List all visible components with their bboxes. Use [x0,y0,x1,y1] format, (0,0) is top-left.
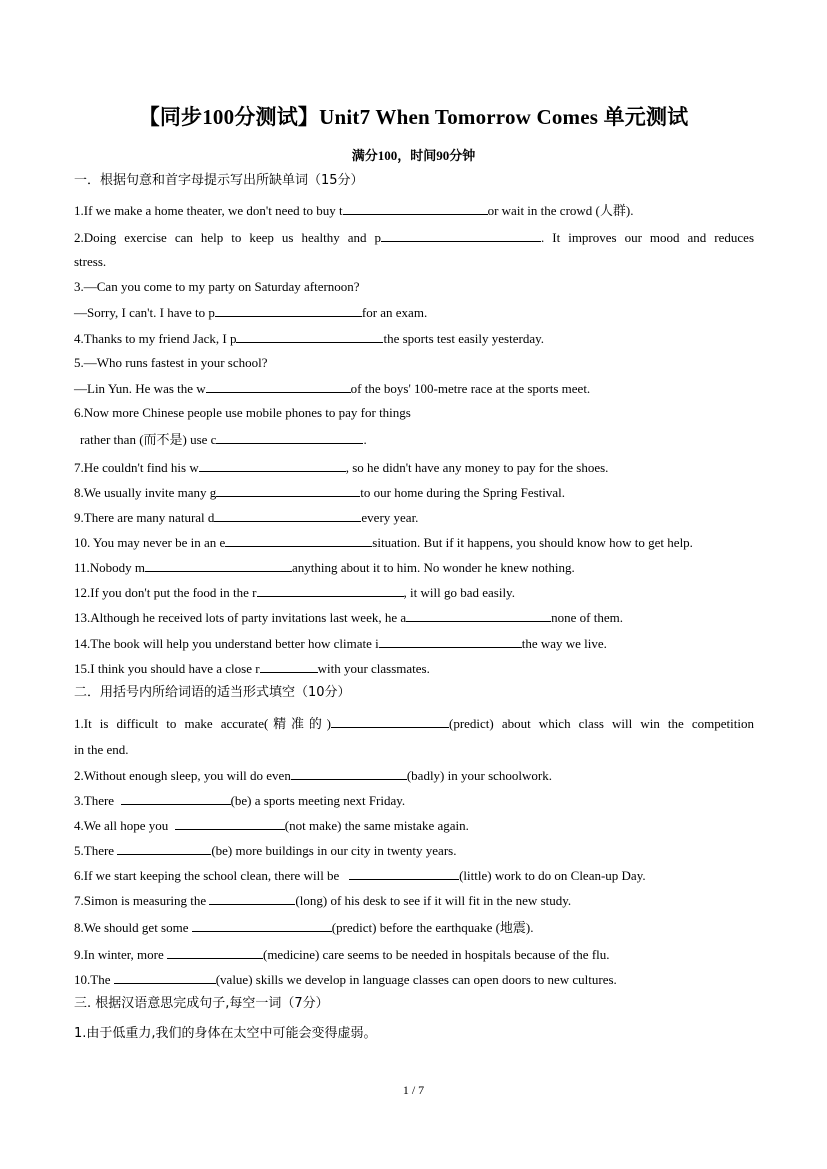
question-2-1-cont: in the end. [74,742,129,757]
question-2-6: 6.If we start keeping the school clean, there will be (little) work to do on Clean-up Day. [74,868,646,883]
question-1-13: 13.Although he received lots of party invitations last week, he a none of them. [74,610,623,625]
section-3-heading: 三. 根据汉语意思完成句子,每空一词（7分） [74,996,329,1011]
question-1-2-cont: stress. [74,254,107,269]
question-3-1: 1.由于低重力,我们的身体在太空中可能会变得虚弱。 [74,1026,377,1041]
answer-blank[interactable] [209,892,295,905]
answer-blank[interactable] [381,229,541,242]
question-1-8: 8.We usually invite many g to our home during the Spring Festival. [74,485,566,500]
answer-blank[interactable] [114,971,216,984]
answer-blank[interactable] [343,202,488,215]
question-2-1: 1.It is difficult to make accurate(精准的) (predict) about which class will win the competition [74,716,754,731]
question-1-3: 3.—Can you come to my party on Saturday afternoon? [74,279,360,294]
answer-blank[interactable] [216,431,363,444]
answer-blank[interactable] [145,559,292,572]
answer-blank[interactable] [175,817,285,830]
question-1-4: 4.Thanks to my friend Jack, I p the sports test easily yesterday. [74,331,545,346]
question-2-8: 8.We should get some (predict) before the earthquake (地震). [74,920,534,935]
question-1-1: 1.If we make a home theater, we don't need to buy t or wait in the crowd (人群). [74,203,634,218]
question-1-6: 6.Now more Chinese people use mobile phones to pay for things [74,405,411,420]
question-2-5: 5.There (be) more buildings in our city in twenty years. [74,843,457,858]
question-1-7: 7.He couldn't find his w , so he didn't have any money to pay for the shoes. [74,460,609,475]
answer-blank[interactable] [121,792,231,805]
answer-blank[interactable] [215,304,362,317]
question-2-3: 3.There (be) a sports meeting next Friday. [74,793,406,808]
answer-blank[interactable] [379,635,522,648]
page-title: 【同步100分测试】Unit7 When Tomorrow Comes 单元测试 [138,105,689,129]
question-1-11: 11.Nobody m anything about it to him. No wonder he knew nothing. [74,560,575,575]
question-1-5-reply: —Lin Yun. He was the w of the boys' 100-metre race at the sports meet. [74,381,591,396]
section-1-heading: 一．根据句意和首字母提示写出所缺单词（15分） [74,173,364,188]
answer-blank[interactable] [260,660,318,673]
question-1-15: 15.I think you should have a close r with your classmates. [74,661,430,676]
answer-blank[interactable] [199,459,346,472]
question-2-2: 2.Without enough sleep, you will do even (badly) in your schoolwork. [74,768,552,783]
question-1-2: 2.Doing exercise can help to keep us healthy and p . It improves our mood and reduces [74,230,755,245]
answer-blank[interactable] [192,919,332,932]
answer-blank[interactable] [225,534,372,547]
answer-blank[interactable] [406,609,551,622]
answer-blank[interactable] [257,584,404,597]
answer-blank[interactable] [236,330,383,343]
question-1-5: 5.—Who runs fastest in your school? [74,355,268,370]
answer-blank[interactable] [331,715,449,728]
question-1-9: 9.There are many natural d every year. [74,510,419,525]
answer-blank[interactable] [214,509,361,522]
answer-blank[interactable] [349,867,459,880]
answer-blank[interactable] [206,380,351,393]
answer-blank[interactable] [167,946,263,959]
question-1-12: 12.If you don't put the food in the r , it will go bad easily. [74,585,515,600]
question-2-4: 4.We all hope you (not make) the same mistake again. [74,818,469,833]
question-1-6-cont: rather than (而不是) use c . [80,432,367,447]
question-2-7: 7.Simon is measuring the (long) of his desk to see if it will fit in the new study. [74,893,572,908]
question-1-10: 10. You may never be in an e situation. But if it happens, you should know how to get help. [74,535,693,550]
page-subtitle: 满分100，时间90分钟 [351,148,476,163]
answer-blank[interactable] [216,484,360,497]
section-2-heading: 二．用括号内所给词语的适当形式填空（10分） [74,685,351,700]
question-2-10: 10.The (value) skills we develop in language classes can open doors to new cultures. [74,972,617,987]
question-1-3-reply: —Sorry, I can't. I have to p for an exam. [74,305,428,320]
answer-blank[interactable] [291,767,407,780]
page-number: 1 / 7 [402,1083,425,1097]
answer-blank[interactable] [117,842,211,855]
question-1-14: 14.The book will help you understand better how climate i the way we live. [74,636,607,651]
question-2-9: 9.In winter, more (medicine) care seems to be needed in hospitals because of the flu. [74,947,610,962]
